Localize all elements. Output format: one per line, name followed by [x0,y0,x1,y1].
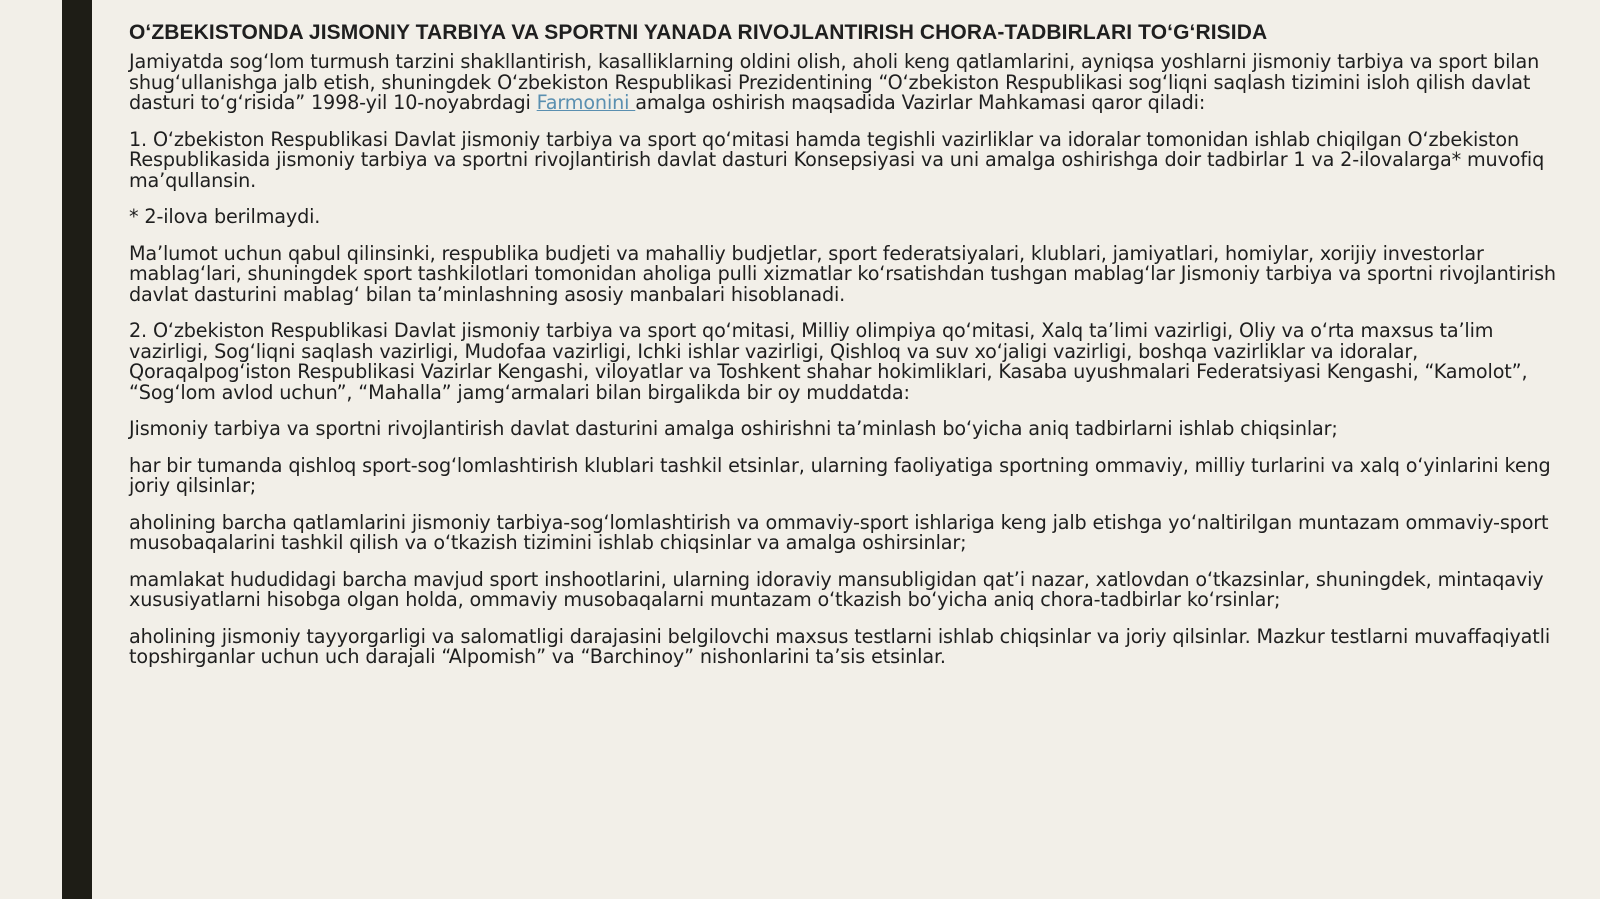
paragraph-funding-sources: Ma’lumot uchun qabul qilinsinki, respublika budjeti va mahalliy budjetlar, sport federatsiyalari, klublari, jamiyatlari, homiylar, xorijiy investorlar mablag‘lari, shuningdek sport tashkilotlari tomonidan aholiga pulli xizmatlar ko‘rsatishdan tushgan mablag‘lar Jismoniy tarbiya va sportni rivojlantirish davlat dasturini mablag‘ bilan ta’minlashning asosiy manbalari hisoblanadi. [129,241,1556,306]
decree-link[interactable]: Farmonini [536,91,636,114]
task-sport-facilities-inventory: mamlakat hududidagi barcha mavjud sport inshootlarini, ularning idoraviy mansubligidan qat’i nazar, xatlovdan o‘tkazsinlar, shuningdek, mintaqaviy xususiyatlarni hisobga olgan holda, ommaviy musobaqalarni muntazam o‘tkazish bo‘yicha aniq chora-tadbirlar ko‘rsinlar; [129,567,1544,611]
document-body [129,20,1569,684]
task-rural-sport-clubs: har bir tumanda qishloq sport-sog‘lomlashtirish klublari tashkil etsinlar, ularning faoliyatiga sportning ommaviy, milliy turlarini va xalq o‘yinlarini keng joriy qilsinlar; [129,453,1551,497]
intro-paragraph [129,52,1569,114]
paragraph-item-2-responsible-bodies: 2. O‘zbekiston Respublikasi Davlat jismoniy tarbiya va sport qo‘mitasi, Milliy olimpiya qo‘mitasi, Xalq ta’limi vazirligi, Oliy va o‘rta maxsus ta’lim vazirligi, Sog‘liqni saqlash vazirligi, Mudofaa vazirligi, Ichki ishlar vazirligi, Qishloq va suv xo‘jaligi vazirligi, boshqa vazirliklar va idoralar, Qoraqalpog‘iston Respublikasi Vazirlar Kengashi, viloyatlar va Toshkent shahar hokimliklari, Kasaba uyushmalari Federatsiyasi Kengashi, “Kamolot”, “Sog‘lom avlod uchun”, “Mahalla” jamg‘armalari bilan birgalikda bir oy muddatda: [129,319,1528,404]
task-fitness-tests: aholining jismoniy tayyorgarligi va salomatligi darajasini belgilovchi maxsus testlarni ishlab chiqsinlar va joriy qilsinlar. Mazkur testlarni muvaffaqiyatli topshirganlar uchun uch darajali “Alpomish” va “Barchinoy” nishonlarini ta’sis etsinlar. [129,624,1551,668]
document-title: O‘ZBEKISTONDA JISMONIY TARBIYA VA SPORTNI YANADA RIVOJLANTIRISH CHORA-TADBIRLARI TO‘G‘RISIDA [129,21,1268,44]
decorative-side-bar [62,0,92,899]
task-mass-competitions: aholining barcha qatlamlarini jismoniy tarbiya-sog‘lomlashtirish va ommaviy-sport ishlariga keng jalb etishga yo‘naltirilgan muntazam ommaviy-sport musobaqalarini tashkil qilish va o‘tkazish tizimini ishlab chiqsinlar va amalga oshirsinlar; [129,510,1549,554]
task-program-measures: Jismoniy tarbiya va sportni rivojlantirish davlat dasturini amalga oshirishni ta’minlash bo‘yicha aniq tadbirlarni ishlab chiqsinlar; [129,417,1338,440]
intro-text-before-link: Jamiyatda sog‘lom turmush tarzini shakllantirish, kasalliklarning oldini olish, aholi keng qatlamlarini, ayniqsa yoshlarni jismoniy tarbiya va sport bilan shug‘ullanishga jalb etish, shuningdek O‘zbekiston Respublikasi Prezidentining “O‘zbekiston Respublikasi sog‘liqni saqlash tizimini isloh qilish davlat dasturi to‘g‘risida” 1998-yil 10-noyabrdagi [129,50,1540,114]
paragraph-item-1-approval: 1. O‘zbekiston Respublikasi Davlat jismoniy tarbiya va sport qo‘mitasi hamda tegishli vazirliklar va idoralar tomonidan ishlab chiqilgan O‘zbekiston Respublikasida jismoniy tarbiya va sportni rivojlantirish davlat dasturi Konsepsiyasi va uni amalga oshirishga doir tadbirlar 1 va 2-ilovalarga* muvofiq ma’qullansin. [129,127,1545,192]
footnote-annex-2: * 2-ilova berilmaydi. [129,205,321,228]
intro-text-after-link: amalga oshirish maqsadida Vazirlar Mahkamasi qaror qiladi: [635,91,1206,114]
